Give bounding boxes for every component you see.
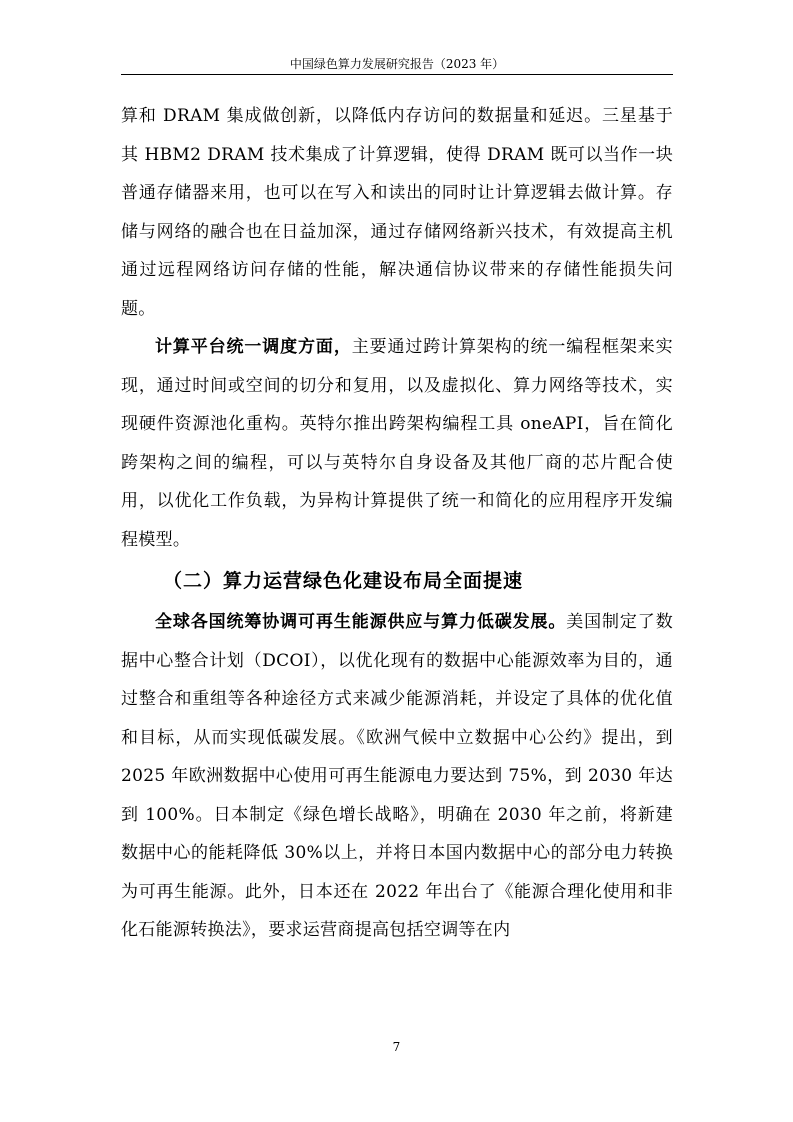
paragraph-continuation xyxy=(121,97,673,328)
paragraph-computing-platform xyxy=(121,328,673,559)
body-text xyxy=(121,97,673,950)
paragraph-2-lead: 计算平台统一调度方面， xyxy=(155,337,352,357)
page-number: 7 xyxy=(392,1040,401,1054)
section-heading: （二）算力运营绿色化建设布局全面提速 xyxy=(163,570,524,592)
paragraph-1-text: 算和 DRAM 集成做创新，以降低内存访问的数据量和延迟。三星基于其 HBM2 DRAM 技术集成了计算逻辑，使得 DRAM 既可以当作一块普通存储器来用，也可以在写入和读出的同时让计算逻辑去做计算。存储与网络的融合也在日益加深，通过存储网络新兴技术，有效提高主机通过远程网络访问存储的性能，解决通信协议带来的存储性能损失问题。 xyxy=(121,106,673,319)
running-header xyxy=(121,54,673,75)
paragraph-2-text: 主要通过跨计算架构的统一编程框架来实现，通过时间或空间的切分和复用，以及虚拟化、算力网络等技术，实现硬件资源池化重构。英特尔推出跨架构编程工具 oneAPI，旨在简化跨架构之间的编程，可以与英特尔自身设备及其他厂商的芯片配合使用，以优化工作负载，为异构计算提供了统一和简化的应用程序开发编程模型。 xyxy=(121,337,673,550)
paragraph-3-lead: 全球各国统筹协调可再生能源供应与算力低碳发展。 xyxy=(155,612,567,632)
paragraph-renewable-energy xyxy=(121,603,673,950)
header-title: 中国绿色算力发展研究报告（2023 年） xyxy=(289,57,505,71)
paragraph-3-text: 美国制定了数据中心整合计划（DCOI），以优化现有的数据中心能源效率为目的，通过整合和重组等各种途径方式来减少能源消耗，并设定了具体的优化值和目标，从而实现低碳发展。《欧洲气候中立数据中心公约》提出，到 2025 年欧洲数据中心使用可再生能源电力要达到 75%，到 2030 年达到 100%。日本制定《绿色增长战略》，明确在 2030 年之前，将新建数据中心的能耗降低 30%以上，并将日本国内数据中心的部分电力转换为可再生能源。此外，日本还在 2022 年出台了《能源合理化使用和非化石能源转换法》，要求运营商提高包括空调等在内 xyxy=(121,612,673,940)
